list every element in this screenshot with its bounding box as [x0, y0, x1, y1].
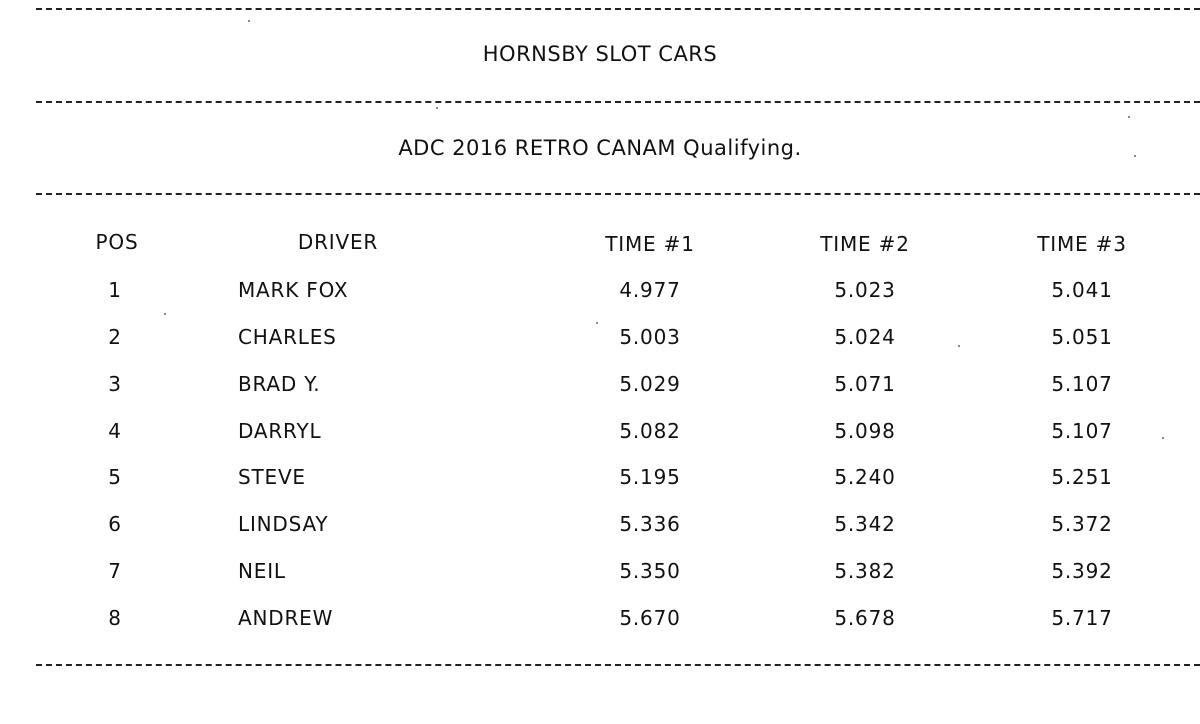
scan-speck [1134, 155, 1136, 157]
dashed-divider [36, 101, 1200, 103]
column-header-driver: DRIVER [297, 230, 379, 254]
row-pos: 7 [108, 559, 122, 583]
club-title: HORNSBY SLOT CARS [482, 42, 718, 66]
row-pos: 8 [108, 606, 122, 630]
row-time-1: 5.082 [619, 419, 681, 443]
row-time-2: 5.098 [834, 419, 896, 443]
row-time-1: 5.350 [619, 559, 681, 583]
row-pos: 6 [108, 512, 122, 536]
row-driver: CHARLES [238, 325, 337, 349]
row-time-3: 5.251 [1051, 465, 1113, 489]
scan-speck [1162, 437, 1164, 439]
row-pos: 1 [108, 278, 122, 302]
row-time-3: 5.717 [1051, 606, 1113, 630]
row-time-1: 5.336 [619, 512, 681, 536]
row-driver: NEIL [238, 559, 286, 583]
row-time-3: 5.041 [1051, 278, 1113, 302]
row-pos: 2 [108, 325, 122, 349]
column-header-pos: POS [95, 230, 139, 254]
column-header-time-1: TIME #1 [605, 232, 695, 256]
dashed-divider [36, 664, 1200, 666]
row-time-2: 5.024 [834, 325, 896, 349]
row-time-2: 5.071 [834, 372, 896, 396]
row-time-1: 5.003 [619, 325, 681, 349]
row-driver: BRAD Y. [238, 372, 321, 396]
row-time-3: 5.051 [1051, 325, 1113, 349]
row-pos: 5 [108, 465, 122, 489]
row-pos: 4 [108, 419, 122, 443]
scan-speck [1128, 116, 1130, 118]
row-time-1: 5.029 [619, 372, 681, 396]
row-driver: DARRYL [238, 419, 322, 443]
row-time-2: 5.382 [834, 559, 896, 583]
row-time-2: 5.342 [834, 512, 896, 536]
scan-speck [436, 107, 438, 109]
scan-speck [248, 20, 250, 22]
row-time-1: 5.670 [619, 606, 681, 630]
row-time-3: 5.107 [1051, 419, 1113, 443]
row-driver: MARK FOX [238, 278, 349, 302]
row-time-1: 4.977 [619, 278, 681, 302]
row-time-1: 5.195 [619, 465, 681, 489]
scan-speck [164, 313, 166, 315]
dashed-divider [36, 193, 1200, 195]
scan-speck [958, 345, 960, 347]
row-time-2: 5.023 [834, 278, 896, 302]
row-driver: ANDREW [238, 606, 334, 630]
row-time-3: 5.107 [1051, 372, 1113, 396]
event-title: ADC 2016 RETRO CANAM Qualifying. [398, 136, 802, 160]
scan-speck [596, 322, 598, 324]
row-time-3: 5.392 [1051, 559, 1113, 583]
row-pos: 3 [108, 372, 122, 396]
row-time-3: 5.372 [1051, 512, 1113, 536]
column-header-time-2: TIME #2 [820, 232, 910, 256]
row-time-2: 5.240 [834, 465, 896, 489]
row-driver: STEVE [238, 465, 306, 489]
row-driver: LINDSAY [238, 512, 329, 536]
dashed-divider [36, 8, 1200, 10]
row-time-2: 5.678 [834, 606, 896, 630]
column-header-time-3: TIME #3 [1037, 232, 1127, 256]
